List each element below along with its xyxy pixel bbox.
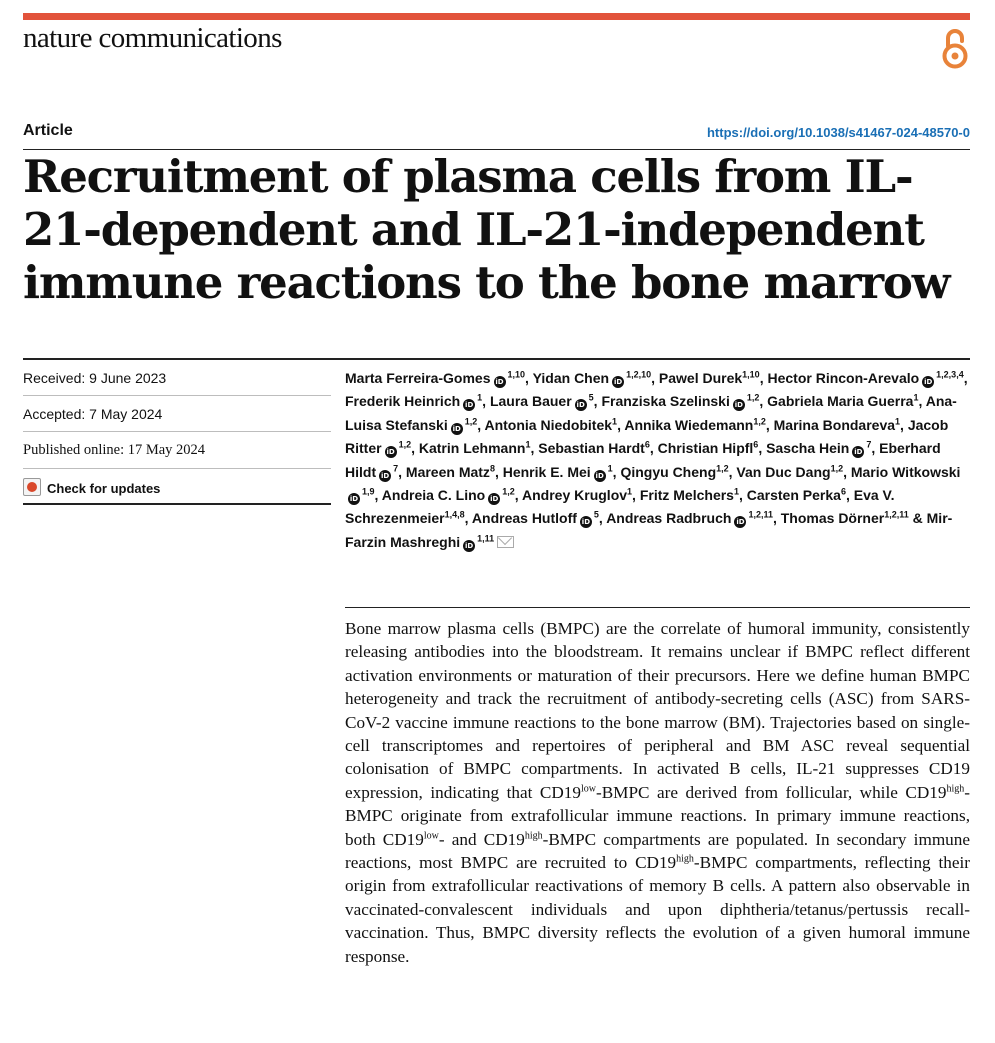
author-name[interactable]: Laura Bauer xyxy=(489,393,572,410)
author-affiliation: 1,9 xyxy=(362,486,375,497)
article-title: Recruitment of plasma cells from IL-21-dependent and IL-21-independent immune reactions to the bone marrow xyxy=(23,150,950,309)
author-affiliation: 1,2,11 xyxy=(748,509,773,520)
crossmark-icon xyxy=(23,478,41,496)
accepted-date-text: Accepted: 7 May 2024 xyxy=(23,406,163,422)
orcid-icon[interactable]: iD xyxy=(386,448,395,457)
abstract-superscript: high xyxy=(946,783,965,795)
published-date xyxy=(23,442,331,469)
journal-name[interactable]: nature communications xyxy=(23,22,282,54)
abstract-text: -BMPC originate from extrafollicular immune reactions. In primary immune reactions, both CD19 xyxy=(345,782,970,849)
author-affiliation: 6 xyxy=(753,439,759,450)
article-type: Article xyxy=(23,122,73,139)
orcid-icon[interactable]: iD xyxy=(736,518,745,527)
author-affiliation: 1 xyxy=(627,486,633,497)
author-affiliation: 1,2 xyxy=(502,486,515,497)
meta-divider xyxy=(23,468,331,469)
author-name[interactable]: Andreas Radbruch xyxy=(606,510,732,527)
author-name[interactable]: Antonia Niedobitek xyxy=(484,416,613,433)
author-affiliation: 1,2 xyxy=(753,416,766,427)
author-name[interactable]: Qingyu Cheng xyxy=(620,463,717,480)
author-name[interactable]: Franziska Szelinski xyxy=(601,393,730,410)
author-name[interactable]: Marina Bondareva xyxy=(773,416,896,433)
orcid-icon[interactable]: iD xyxy=(734,401,743,410)
author-name[interactable]: Mario Witkowski xyxy=(850,463,961,480)
author-affiliation: 1,10 xyxy=(507,369,526,380)
author-name[interactable]: Mir-Farzin Mashreghi xyxy=(345,510,953,550)
author-affiliation: 1 xyxy=(913,392,919,403)
received-date xyxy=(23,370,331,396)
author-name[interactable]: Van Duc Dang xyxy=(736,463,831,480)
author-name[interactable]: Christian Hipfl xyxy=(657,440,754,457)
open-access-icon xyxy=(938,26,972,70)
orcid-icon[interactable]: iD xyxy=(924,378,933,386)
abstract xyxy=(345,617,970,968)
orcid-icon[interactable]: iD xyxy=(452,424,461,433)
author-name[interactable]: Gabriela Maria Guerra xyxy=(767,393,914,410)
meta-bottom-divider xyxy=(23,503,331,505)
abstract-text: Bone marrow plasma cells (BMPC) are the correlate of humoral immunity, consistently releasing antibodies into the bloodstream. It remains unclear if BMPC reflect different activation environments or maturation of their precursors. Here we define human BMPC heterogeneity and track the recruitment of antibody-secreting cells (ASC) from SARS-CoV-2 vaccine immune reactions to the bone marrow (BM). Trajectories based on single-cell transcriptomes and repertoires of peripheral and BM ASC reveal sequential colonisation of BMPC compartments. In activated B cells, IL-21 suppresses CD19 expression, indicating that CD19 xyxy=(345,619,970,802)
abstract-divider xyxy=(345,607,970,608)
author-affiliation: 1,11 xyxy=(477,533,495,544)
abstract-superscript: low xyxy=(423,829,439,841)
author-name[interactable]: Andrey Kruglov xyxy=(522,487,628,504)
abstract-text: - and CD19 xyxy=(438,829,525,849)
orcid-icon[interactable]: iD xyxy=(349,495,359,504)
check-for-updates-label: Check for updates xyxy=(47,481,161,496)
author-affiliation: 7 xyxy=(866,439,872,450)
journal-accent-bar xyxy=(23,13,970,20)
author-name[interactable]: Andreas Hutloff xyxy=(471,510,577,527)
author-name[interactable]: Carsten Perka xyxy=(746,487,841,504)
author-affiliation: 5 xyxy=(593,509,599,520)
author-affiliation: 1,10 xyxy=(742,369,760,380)
author-affiliation: 6 xyxy=(840,486,846,497)
author-name[interactable]: Thomas Dörner xyxy=(780,510,885,527)
abstract-text: -BMPC are derived from follicular, while CD19 xyxy=(595,782,947,802)
author-name[interactable]: Andreia C. Lino xyxy=(381,487,486,504)
author-affiliation: 1 xyxy=(525,439,531,450)
author-name[interactable]: Sebastian Hardt xyxy=(538,440,645,457)
author-name[interactable]: Fritz Melchers xyxy=(639,487,734,504)
author-name[interactable]: Sascha Hein xyxy=(766,440,850,457)
author-affiliation: 1 xyxy=(607,462,613,473)
accepted-date xyxy=(23,406,331,432)
author-affiliation: 1,2 xyxy=(716,462,729,473)
author-name[interactable]: Eberhard Hildt xyxy=(345,440,941,480)
author-affiliation: 1 xyxy=(612,416,618,427)
author-affiliation: 6 xyxy=(644,439,650,450)
received-date-text: Received: 9 June 2023 xyxy=(23,370,167,386)
orcid-icon[interactable]: iD xyxy=(495,378,504,386)
orcid-icon[interactable]: iD xyxy=(854,448,863,457)
abstract-text: -BMPC compartments, reflecting their origin from extrafollicular reactivations of memory B cells. A pattern also observable in vaccinated-convalescent individuals and upon diphtheria/tetanus/pertussis recall-vaccination. Thus, BMPC diversity reflects the evolution of a given humoral immune response. xyxy=(345,853,970,966)
email-icon[interactable] xyxy=(497,536,514,548)
check-for-updates-button[interactable] xyxy=(23,478,331,496)
abstract-superscript: high xyxy=(524,829,543,841)
abstract-superscript: low xyxy=(580,783,596,795)
author-name[interactable]: Yidan Chen xyxy=(532,370,610,386)
author-affiliation: 1 xyxy=(733,486,739,497)
orcid-icon[interactable]: iD xyxy=(581,518,591,527)
author-name[interactable]: Henrik E. Mei xyxy=(502,463,591,480)
author-name[interactable]: Marta Ferreira-Gomes xyxy=(345,370,491,386)
author-affiliation: 1 xyxy=(477,392,483,403)
author-affiliation: 7 xyxy=(393,462,399,473)
author-name[interactable]: Jacob Ritter xyxy=(345,416,949,457)
orcid-icon[interactable]: iD xyxy=(595,471,604,480)
author-name[interactable]: Hector Rincon-Arevalo xyxy=(767,370,920,386)
published-date-text: Published online: 17 May 2024 xyxy=(23,442,206,458)
author-name[interactable]: Katrin Lehmann xyxy=(418,440,526,457)
author-name[interactable]: Frederik Heinrich xyxy=(345,393,461,410)
author-affiliation: 1,2,11 xyxy=(884,509,909,520)
author-affiliation: 1,2 xyxy=(746,392,760,403)
orcid-icon[interactable]: iD xyxy=(490,495,499,504)
author-name[interactable]: Pawel Durek xyxy=(658,370,743,386)
author-affiliation: 1 xyxy=(895,416,901,427)
author-name[interactable]: Annika Wiedemann xyxy=(624,416,754,433)
author-affiliation: 8 xyxy=(489,462,495,473)
title-divider xyxy=(23,358,970,360)
meta-divider xyxy=(23,395,331,396)
author-affiliation: 1,2 xyxy=(464,416,478,427)
author-name[interactable]: Mareen Matz xyxy=(405,463,490,480)
author-list: Marta Ferreira-Gomes iD$^{1,10}$, Yidan Chen iD$^{1,2,10}$, Pawel Durek$^{1,10}$, Hector Rincon-Arevalo iD$^{1,2,3,4}$, Frederik Heinrich $iD^1$, Laura Bauer $iD^5$, Franziska Szelinski iD$^{1,2}$, Gabriela Maria Guerra$^1$, Ana-Luisa Stefanski iD$^{1,2}$, Antonia Niedobitek$^1$, Annika Wiedemann$^{1,2}$, Marina Bondareva$^1$, Jacob Ritter iD$^{1,2}$, Katrin Lehmann$^1$, Sebastian Hardt$^6$, Christian Hipfl$^6$, Sascha Hein $iD^7$, Eberhard Hildt $iD^7$, Mareen Matz$^8$, Henrik E. Mei $iD^1$, Qingyu Cheng$^{1,2}$, Van Duc Dang$^{1,2}$, Mario WitkowskiiD$^{1,9}$, Andreia C. Lino iD$^{1,2}$, Andrey Kruglov$^1$, Fritz Melchers$^1$, Carsten Perka$^6$, Eva V. Schrezenmeier$^{1,4,8}$, Andreas Hutloff $iD^5$, Andreas Radbruch iD$^{1,2,11}$, Thomas Dörner$^{1,2,11}$ & Mir-Farzin Mashreghi iD$^{1,11}$ xyxy=(345,369,968,550)
author-affiliation: 1,2,10 xyxy=(626,369,652,380)
author-affiliation: 1,2,3,4 xyxy=(936,369,964,380)
abstract-text: -BMPC compartments are populated. In secondary immune reactions, most BMPC are recruited to CD19 xyxy=(345,829,971,873)
orcid-icon[interactable]: iD xyxy=(465,541,474,550)
orcid-icon[interactable]: iD xyxy=(465,401,474,410)
abstract-superscript: high xyxy=(676,853,694,865)
doi-link[interactable]: https://doi.org/10.1038/s41467-024-48570-0 xyxy=(706,125,970,140)
meta-divider xyxy=(23,431,331,432)
orcid-icon[interactable]: iD xyxy=(613,378,623,386)
author-affiliation: 1,4,8 xyxy=(444,509,465,520)
author-affiliation: 1,2 xyxy=(830,462,844,473)
author-affiliation: 1,2 xyxy=(398,439,412,450)
orcid-icon[interactable]: iD xyxy=(576,401,585,410)
author-affiliation: 5 xyxy=(588,392,594,403)
author-name[interactable]: Eva V. Schrezenmeier xyxy=(345,487,895,527)
author-name[interactable]: Ana-Luisa Stefanski xyxy=(345,393,957,433)
orcid-icon[interactable]: iD xyxy=(381,471,390,480)
